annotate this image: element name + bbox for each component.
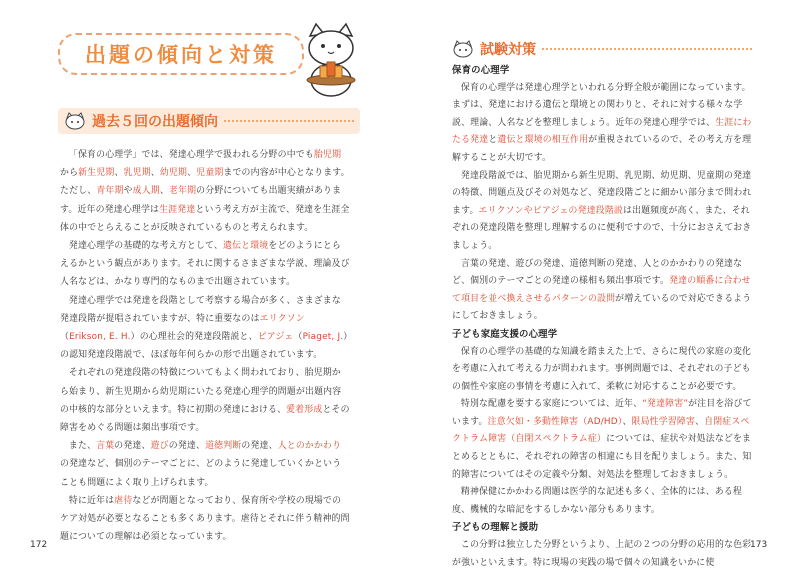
text-run: ）の認知発達段階説で、ほぼ毎年何らかの形で出題されています。 xyxy=(60,332,348,361)
highlighted-term: 成人期 xyxy=(132,186,160,197)
highlighted-term: 限局性学習障害 xyxy=(631,416,696,427)
text-run: 保育の心理学の基礎的な知識を踏まえた上で、さらに現代の家庭の変化を考慮に入れて考える力が問われます。事例問題では、それぞれの子どもの個性や家庭の事情を考慮に入れて、柔軟に対応することが必要です。 xyxy=(452,346,752,392)
highlighted-term: 虐待 xyxy=(114,495,133,506)
section-title: 試験対策 xyxy=(480,42,536,58)
text-run: 、 xyxy=(114,168,124,179)
paragraph xyxy=(60,292,350,365)
text-run: 精神保健にかかわる問題は医学的な記述も多く、全体的には、ある程度、機械的な暗記をするしかない部分もあります。 xyxy=(452,487,743,515)
text-run: ）の心理社会的発達段階説と、 xyxy=(130,332,258,343)
highlighted-term: 道徳判断 xyxy=(205,441,242,452)
highlighted-term: 自閉症スペクトラム障害（自閉スペクトラム症） xyxy=(452,416,750,445)
text-run: の発達、 xyxy=(241,441,278,452)
highlighted-term: 児童期 xyxy=(196,168,224,179)
text-run: 特に近年は xyxy=(68,495,115,506)
text-run: や xyxy=(123,186,133,197)
text-run: の発達など、個別のテーマごとに、どのように発達していくかということも問題によく取り上げられます。 xyxy=(60,459,342,488)
highlighted-term: 青年期 xyxy=(96,186,124,197)
paragraph xyxy=(452,168,754,256)
text-run: 発達心理学の基礎的な考え方として、 xyxy=(68,241,223,252)
highlighted-term: 遺伝と環境の相互作用 xyxy=(497,135,589,146)
text-run: などが問題となっており、保育所や学校の現場でのケア対処が必要となることも多くあります。虐待とそれに伴う精神的問題についての理解は必須となっています。 xyxy=(60,495,350,543)
subheading: 子どもの理解と援助 xyxy=(452,522,539,534)
text-run: から xyxy=(60,168,79,179)
highlighted-term: 老年期 xyxy=(168,186,197,197)
paragraph xyxy=(60,364,350,437)
text-run: （ xyxy=(293,332,303,343)
highlighted-term: 生涯にわたる発達 xyxy=(452,117,752,146)
paragraph xyxy=(60,437,350,492)
text-run: の分野についても出題実績があります。近年の発達心理学は xyxy=(60,186,342,215)
highlighted-term: 言葉 xyxy=(96,441,115,452)
text-run: が増えているので対応できるようにしておきましょう。 xyxy=(452,293,752,322)
paragraph xyxy=(60,237,350,292)
section-title: 過去５回の出題傾向 xyxy=(92,114,218,130)
highlighted-term: 遺伝と環境 xyxy=(223,241,269,252)
text-run: 保育の心理学は発達心理学といわれる分野全般が範囲になっています。まずは、発達における遺伝と環境との関わりと、それに対する様々な学説、理論、人名などを整理しましょう。近年の発達心理学では、 xyxy=(452,82,751,128)
cat-face-icon xyxy=(64,112,86,130)
section-heading-strategy xyxy=(452,36,752,62)
dotted-rule xyxy=(224,120,354,122)
paragraph xyxy=(452,484,754,519)
paragraph xyxy=(452,80,754,168)
text-run: 「保育の心理学」では、発達心理学で扱われる分野の中でも xyxy=(68,150,314,160)
highlighted-term: 新生児期 xyxy=(78,168,115,179)
text-run: 特別な配慮を要する家庭については、近年、 xyxy=(460,399,643,410)
paragraph xyxy=(452,396,754,484)
cat-face-icon xyxy=(452,40,474,58)
text-run: が重視されているので、その考え方を理解することが大切です。 xyxy=(452,135,752,163)
text-run: までの内容が中心となります。ただし、 xyxy=(60,168,350,197)
cat-holding-cups-illustration xyxy=(296,22,366,102)
dotted-rule xyxy=(542,48,752,50)
paragraph xyxy=(60,146,350,237)
text-run: 発達心理学では発達を段階として考察する場合が多く、さまざまな発達段階が提唱されていますが、特に重要なのは xyxy=(60,295,341,324)
section-heading-trend xyxy=(58,108,360,134)
page-number: 172 xyxy=(30,540,48,550)
paragraph xyxy=(452,256,754,326)
highlighted-term: エリクソンやピアジェの発達段階説 xyxy=(478,205,624,216)
highlighted-term: 乳児期 xyxy=(123,168,151,179)
text-run: 言葉の発達、遊びの発達、道徳判断の発達、人とのかかわりの発達など、個別のテーマごとの発達の様相も頻出事項です。 xyxy=(452,258,743,287)
text-run: それぞれの発達段階の特徴についてもよく問われており、胎児期から始まり、新生児期から幼児期にいたる発達心理学的問題が出題内容の中核的な部分といえます。特に初期の発達における、 xyxy=(60,368,342,415)
text-run: という考え方が主流で、発達を生涯全体の中でとらえることが反映されているものと考えられます。 xyxy=(60,204,350,233)
highlighted-term: 人とのかかわり xyxy=(277,441,342,452)
text-run: 、 xyxy=(150,168,160,179)
text-run: については、症状や対処法などをまとめるとともに、それぞれの障害の相違にも目を配りましょう。また、知的障害についてはその定義や分類、対処法を整理しておきましょう。 xyxy=(452,434,752,480)
text-run: 、 xyxy=(159,186,169,197)
text-run: 、 xyxy=(695,416,705,427)
left-page xyxy=(0,0,400,567)
text-run: 、 xyxy=(622,416,632,427)
page-title: 出題の傾向と対策 xyxy=(85,43,277,67)
text-run: 、 xyxy=(187,168,197,179)
highlighted-term: 注意欠如・多動性障害（AD/HD） xyxy=(487,416,623,427)
highlighted-term: ピアジェ xyxy=(257,332,294,343)
text-run: この分野は独立した分野というより、上記の２つの分野の応用的な色彩が強いといえます。特に現場の実践の場で個々の知識をいかに使 xyxy=(452,540,752,568)
text-run: は出題頻度が高く、また、それぞれの発達段階を整理し理解するのに便利ですので、十分におさえておきましょう。 xyxy=(452,205,752,251)
paragraph xyxy=(60,492,350,547)
left-body-text xyxy=(60,146,350,546)
text-run: また、 xyxy=(68,441,97,452)
highlighted-term: 愛着形成 xyxy=(286,404,323,415)
subheading: 保育の心理学 xyxy=(452,65,510,76)
text-run: の発達、 xyxy=(114,441,151,452)
highlighted-term: エリクソン xyxy=(259,313,305,324)
highlighted-term: 幼児期 xyxy=(159,168,188,179)
subheading: 子ども家庭支援の心理学 xyxy=(452,328,558,340)
text-run: が注目を浴びています。 xyxy=(452,399,752,427)
highlighted-term: 生涯発達 xyxy=(159,204,196,215)
highlighted-term: 胎児期 xyxy=(313,150,342,160)
page-number: 173 xyxy=(750,540,768,550)
paragraph xyxy=(452,344,754,397)
highlighted-term: 遊び xyxy=(150,441,169,452)
highlighted-term: Piaget, J. xyxy=(302,332,344,343)
highlighted-term: “発達障害” xyxy=(642,399,689,410)
highlighted-term: 発達の順番に合わせて項目を並べ換えさせるパターンの設問 xyxy=(452,276,751,304)
title-box xyxy=(58,33,304,75)
right-page xyxy=(400,0,800,567)
text-run: 発達段階説では、胎児期から新生児期、乳児期、幼児期、児童期の発達の特徴、問題点及びその対処など、発達段階ごとに細かい部分まで問われます。 xyxy=(452,170,752,216)
text-run: とその障害をめぐる問題は頻出事項です。 xyxy=(60,404,350,434)
right-body-text xyxy=(452,62,754,572)
text-run: の発達、 xyxy=(168,441,206,452)
text-run: （ xyxy=(60,332,70,343)
text-run: をどのようにとらえるかという観点があります。それに関するさまざまな学説、理論及び人名などは、かなり専門的なものまで出題されています。 xyxy=(60,241,350,288)
text-run: と xyxy=(488,135,498,146)
highlighted-term: Erikson, E. H. xyxy=(69,332,131,343)
